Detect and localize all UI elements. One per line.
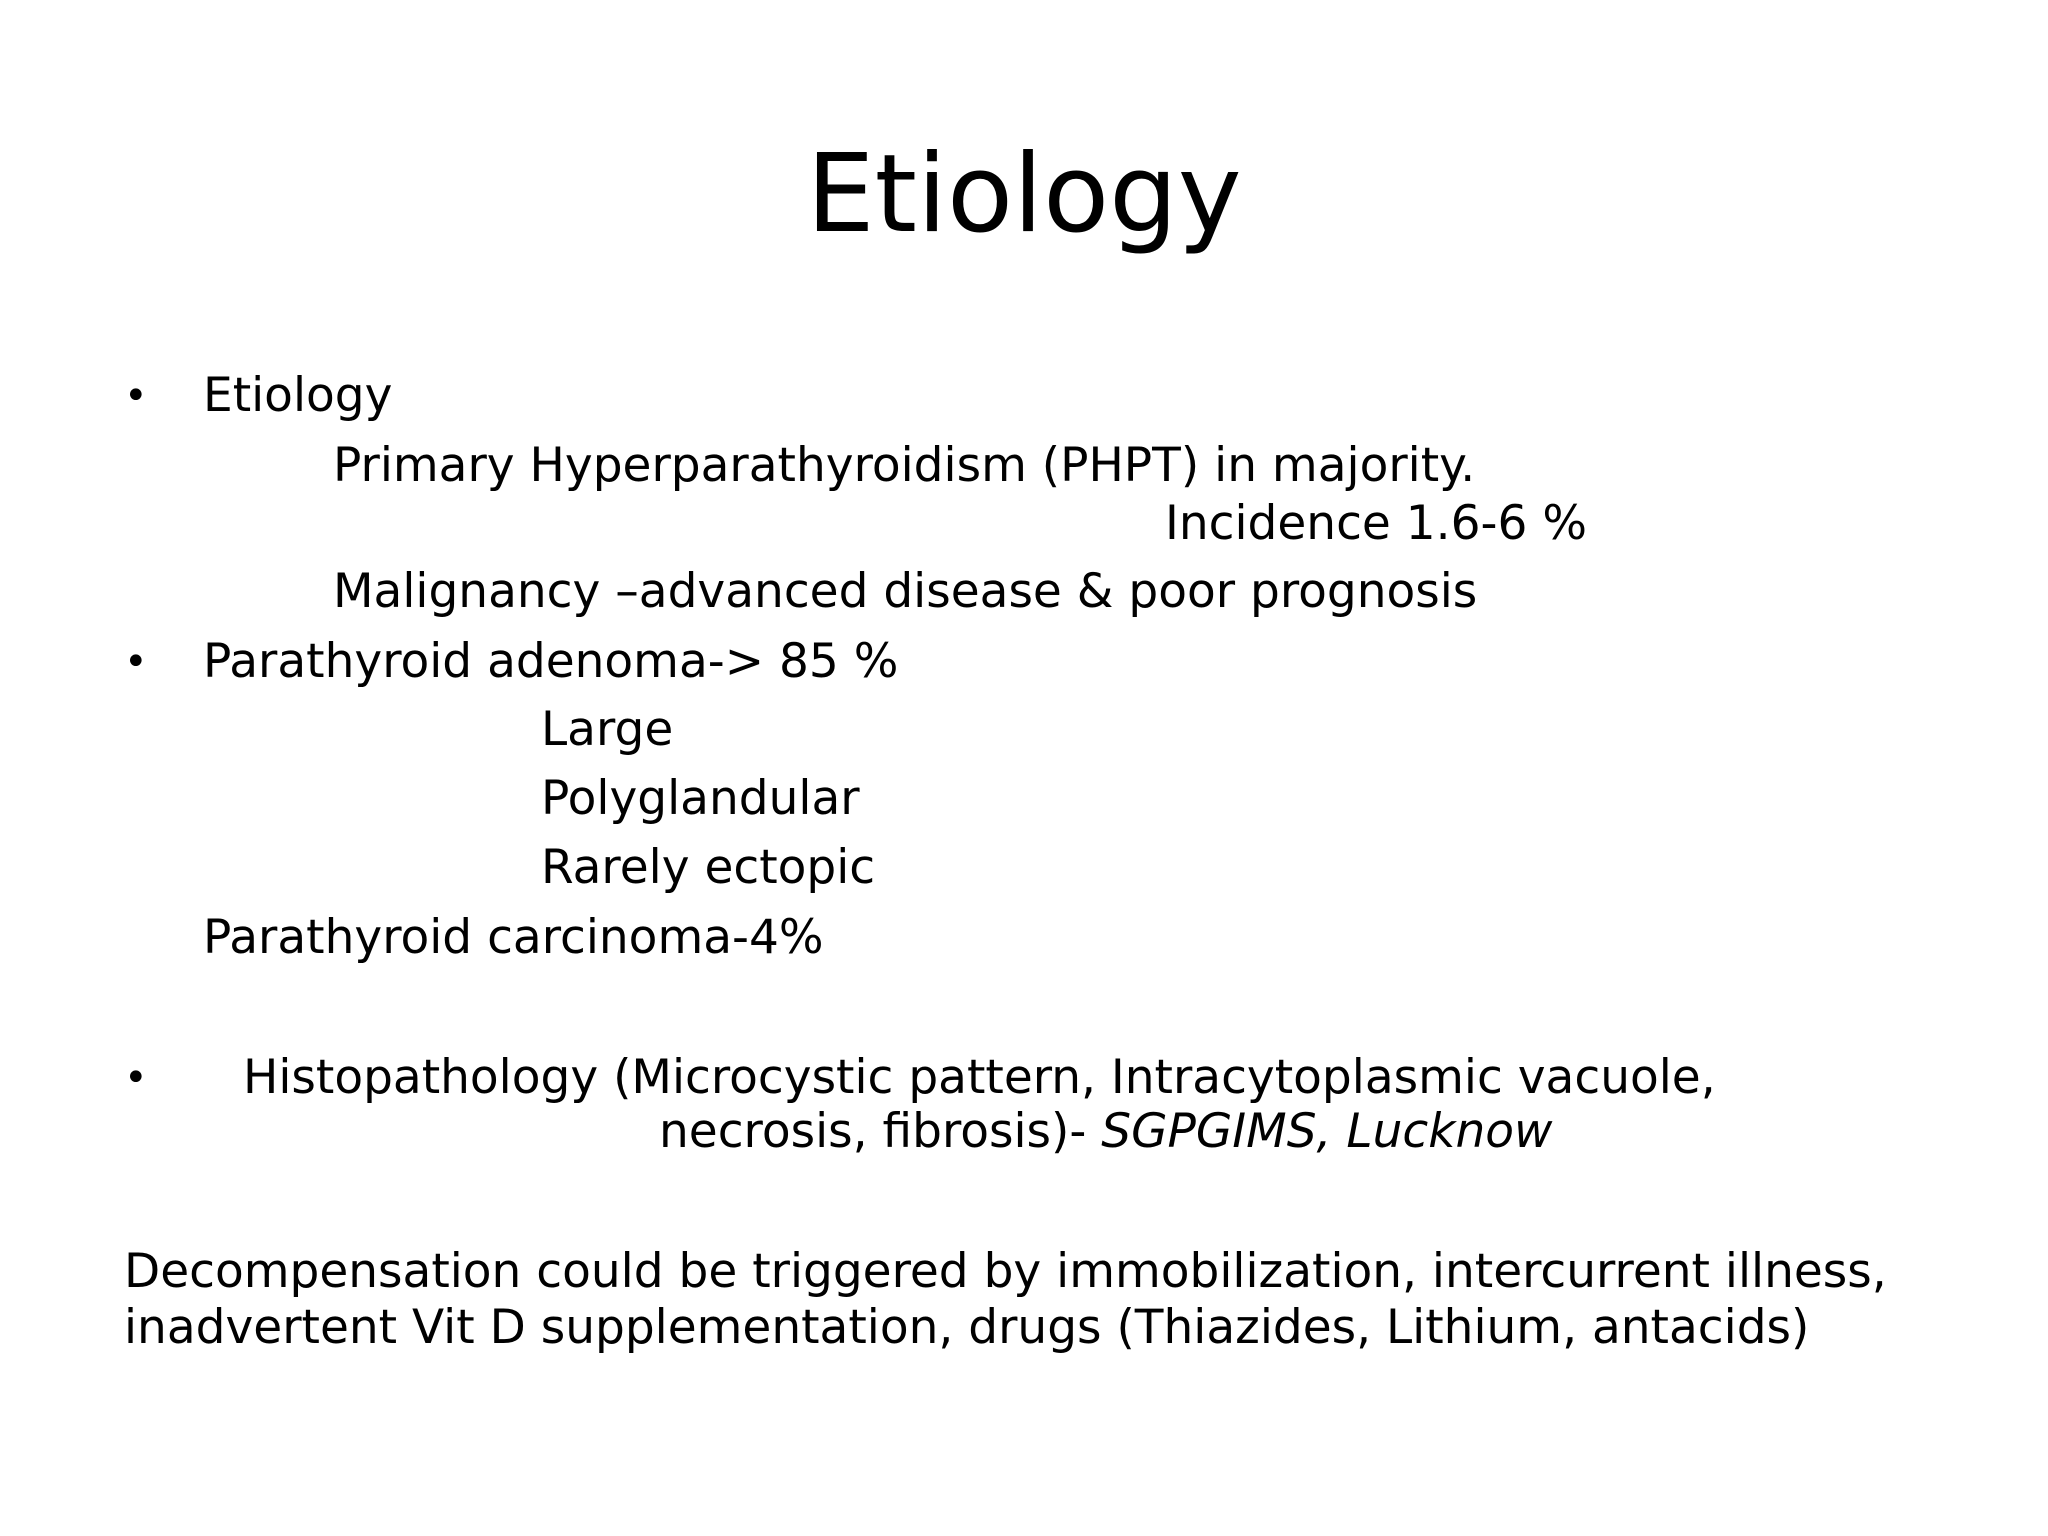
phpt-line: Primary Hyperparathyroidism (PHPT) in majority. <box>333 438 1476 493</box>
etiology-heading: Etiology <box>203 368 393 423</box>
histopathology-line-1: Histopathology (Microcystic pattern, Intracytoplasmic vacuole, <box>243 1050 1716 1105</box>
malignancy-line: Malignancy –advanced disease & poor prognosis <box>333 564 1478 619</box>
adenoma-feature-large: Large <box>541 702 674 757</box>
adenoma-line: Parathyroid adenoma-> 85 % <box>203 634 899 689</box>
decompensation-line-1: Decompensation could be triggered by immobilization, intercurrent illness, <box>124 1244 1887 1299</box>
bullet-marker: • <box>124 373 148 419</box>
bullet-marker: • <box>124 639 148 685</box>
carcinoma-line: Parathyroid carcinoma-4% <box>203 910 824 965</box>
adenoma-feature-polyglandular: Polyglandular <box>541 771 860 826</box>
histopathology-findings: necrosis, fibrosis)- <box>659 1104 1102 1159</box>
histopathology-source: SGPGIMS, Lucknow <box>1101 1104 1553 1159</box>
incidence-line: Incidence 1.6-6 % <box>1165 496 1587 551</box>
adenoma-feature-ectopic: Rarely ectopic <box>541 840 876 895</box>
histopathology-line-2 <box>659 1104 1552 1160</box>
bullet-marker: • <box>124 1055 148 1101</box>
decompensation-line-2: inadvertent Vit D supplementation, drugs (Thiazides, Lithium, antacids) <box>124 1300 1810 1355</box>
slide-title: Etiology <box>806 132 1242 257</box>
